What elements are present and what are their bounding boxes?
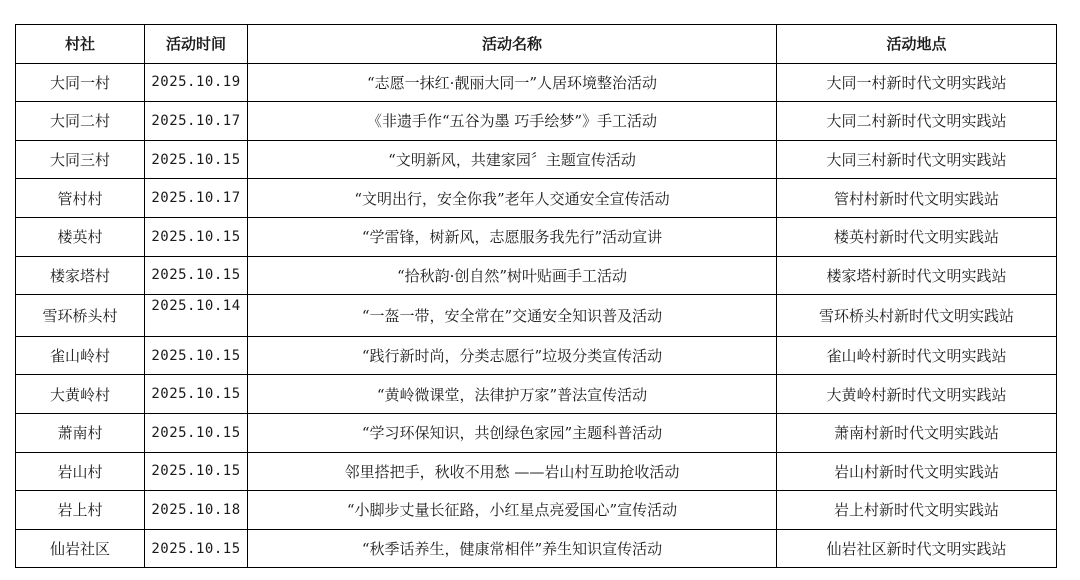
cell-village: 仙岩社区 [16,529,145,568]
cell-village: 岩山村 [16,452,145,491]
cell-date: 2025.10.15 [145,452,248,491]
table-row [16,63,1057,102]
cell-activity-name: 《非遗手作“五谷为墨 巧手绘梦”》手工活动 [248,102,777,141]
activity-table [15,24,1057,568]
table-row [16,413,1057,452]
cell-activity-name: “秋季话养生，健康常相伴”养生知识宣传活动 [248,529,777,568]
cell-village: 大黄岭村 [16,375,145,414]
cell-activity-place: 楼英村新时代文明实践站 [777,217,1057,256]
header-activity-place: 活动地点 [777,25,1057,64]
header-date: 活动时间 [145,25,248,64]
cell-activity-name: 邻里搭把手，秋收不用愁 ——岩山村互助抢收活动 [248,452,777,491]
table-row [16,295,1057,337]
cell-activity-place: 雀山岭村新时代文明实践站 [777,336,1057,375]
cell-date: 2025.10.15 [145,529,248,568]
cell-village: 大同二村 [16,102,145,141]
table-row [16,140,1057,179]
cell-village: 管村村 [16,179,145,218]
table-header-row [16,25,1057,64]
table-row [16,452,1057,491]
cell-activity-place: 岩山村新时代文明实践站 [777,452,1057,491]
cell-activity-name: “学雷锋，树新风，志愿服务我先行”活动宣讲 [248,217,777,256]
cell-activity-place: 大同一村新时代文明实践站 [777,63,1057,102]
cell-activity-name: “志愿一抹红·靓丽大同一”人居环境整治活动 [248,63,777,102]
cell-activity-place: 管村村新时代文明实践站 [777,179,1057,218]
cell-activity-place: 楼家塔村新时代文明实践站 [777,256,1057,295]
cell-date: 2025.10.14 [145,295,248,337]
cell-activity-name: “文明出行，安全你我”老年人交通安全宣传活动 [248,179,777,218]
table-row [16,217,1057,256]
cell-activity-place: 大黄岭村新时代文明实践站 [777,375,1057,414]
cell-date: 2025.10.17 [145,102,248,141]
cell-activity-place: 大同二村新时代文明实践站 [777,102,1057,141]
cell-activity-place: 雪环桥头村新时代文明实践站 [777,295,1057,337]
cell-village: 楼家塔村 [16,256,145,295]
cell-activity-name: “践行新时尚，分类志愿行”垃圾分类宣传活动 [248,336,777,375]
table-row [16,179,1057,218]
table-row [16,336,1057,375]
table-row [16,491,1057,530]
cell-activity-name: “文明新风，共建家园〞主题宣传活动 [248,140,777,179]
header-activity-name: 活动名称 [248,25,777,64]
cell-date: 2025.10.18 [145,491,248,530]
cell-village: 楼英村 [16,217,145,256]
cell-village: 雀山岭村 [16,336,145,375]
cell-activity-name: “一盔一带，安全常在”交通安全知识普及活动 [248,295,777,337]
cell-village: 岩上村 [16,491,145,530]
cell-activity-name: “拾秋韵·创自然”树叶贴画手工活动 [248,256,777,295]
cell-activity-name: “黄岭微课堂，法律护万家”普法宣传活动 [248,375,777,414]
table-row [16,102,1057,141]
cell-date: 2025.10.17 [145,179,248,218]
table-row [16,529,1057,568]
table-row [16,375,1057,414]
table-row [16,256,1057,295]
cell-village: 萧南村 [16,413,145,452]
cell-activity-name: “学习环保知识，共创绿色家园”主题科普活动 [248,413,777,452]
cell-activity-place: 大同三村新时代文明实践站 [777,140,1057,179]
cell-village: 大同三村 [16,140,145,179]
cell-activity-place: 岩上村新时代文明实践站 [777,491,1057,530]
cell-date: 2025.10.15 [145,217,248,256]
cell-date: 2025.10.19 [145,63,248,102]
cell-date: 2025.10.15 [145,413,248,452]
cell-village: 雪环桥头村 [16,295,145,337]
cell-date: 2025.10.15 [145,256,248,295]
cell-activity-name: “小脚步丈量长征路，小红星点亮爱国心”宣传活动 [248,491,777,530]
cell-date: 2025.10.15 [145,140,248,179]
cell-activity-place: 仙岩社区新时代文明实践站 [777,529,1057,568]
cell-village: 大同一村 [16,63,145,102]
cell-date: 2025.10.15 [145,336,248,375]
header-village: 村社 [16,25,145,64]
cell-date: 2025.10.15 [145,375,248,414]
cell-activity-place: 萧南村新时代文明实践站 [777,413,1057,452]
